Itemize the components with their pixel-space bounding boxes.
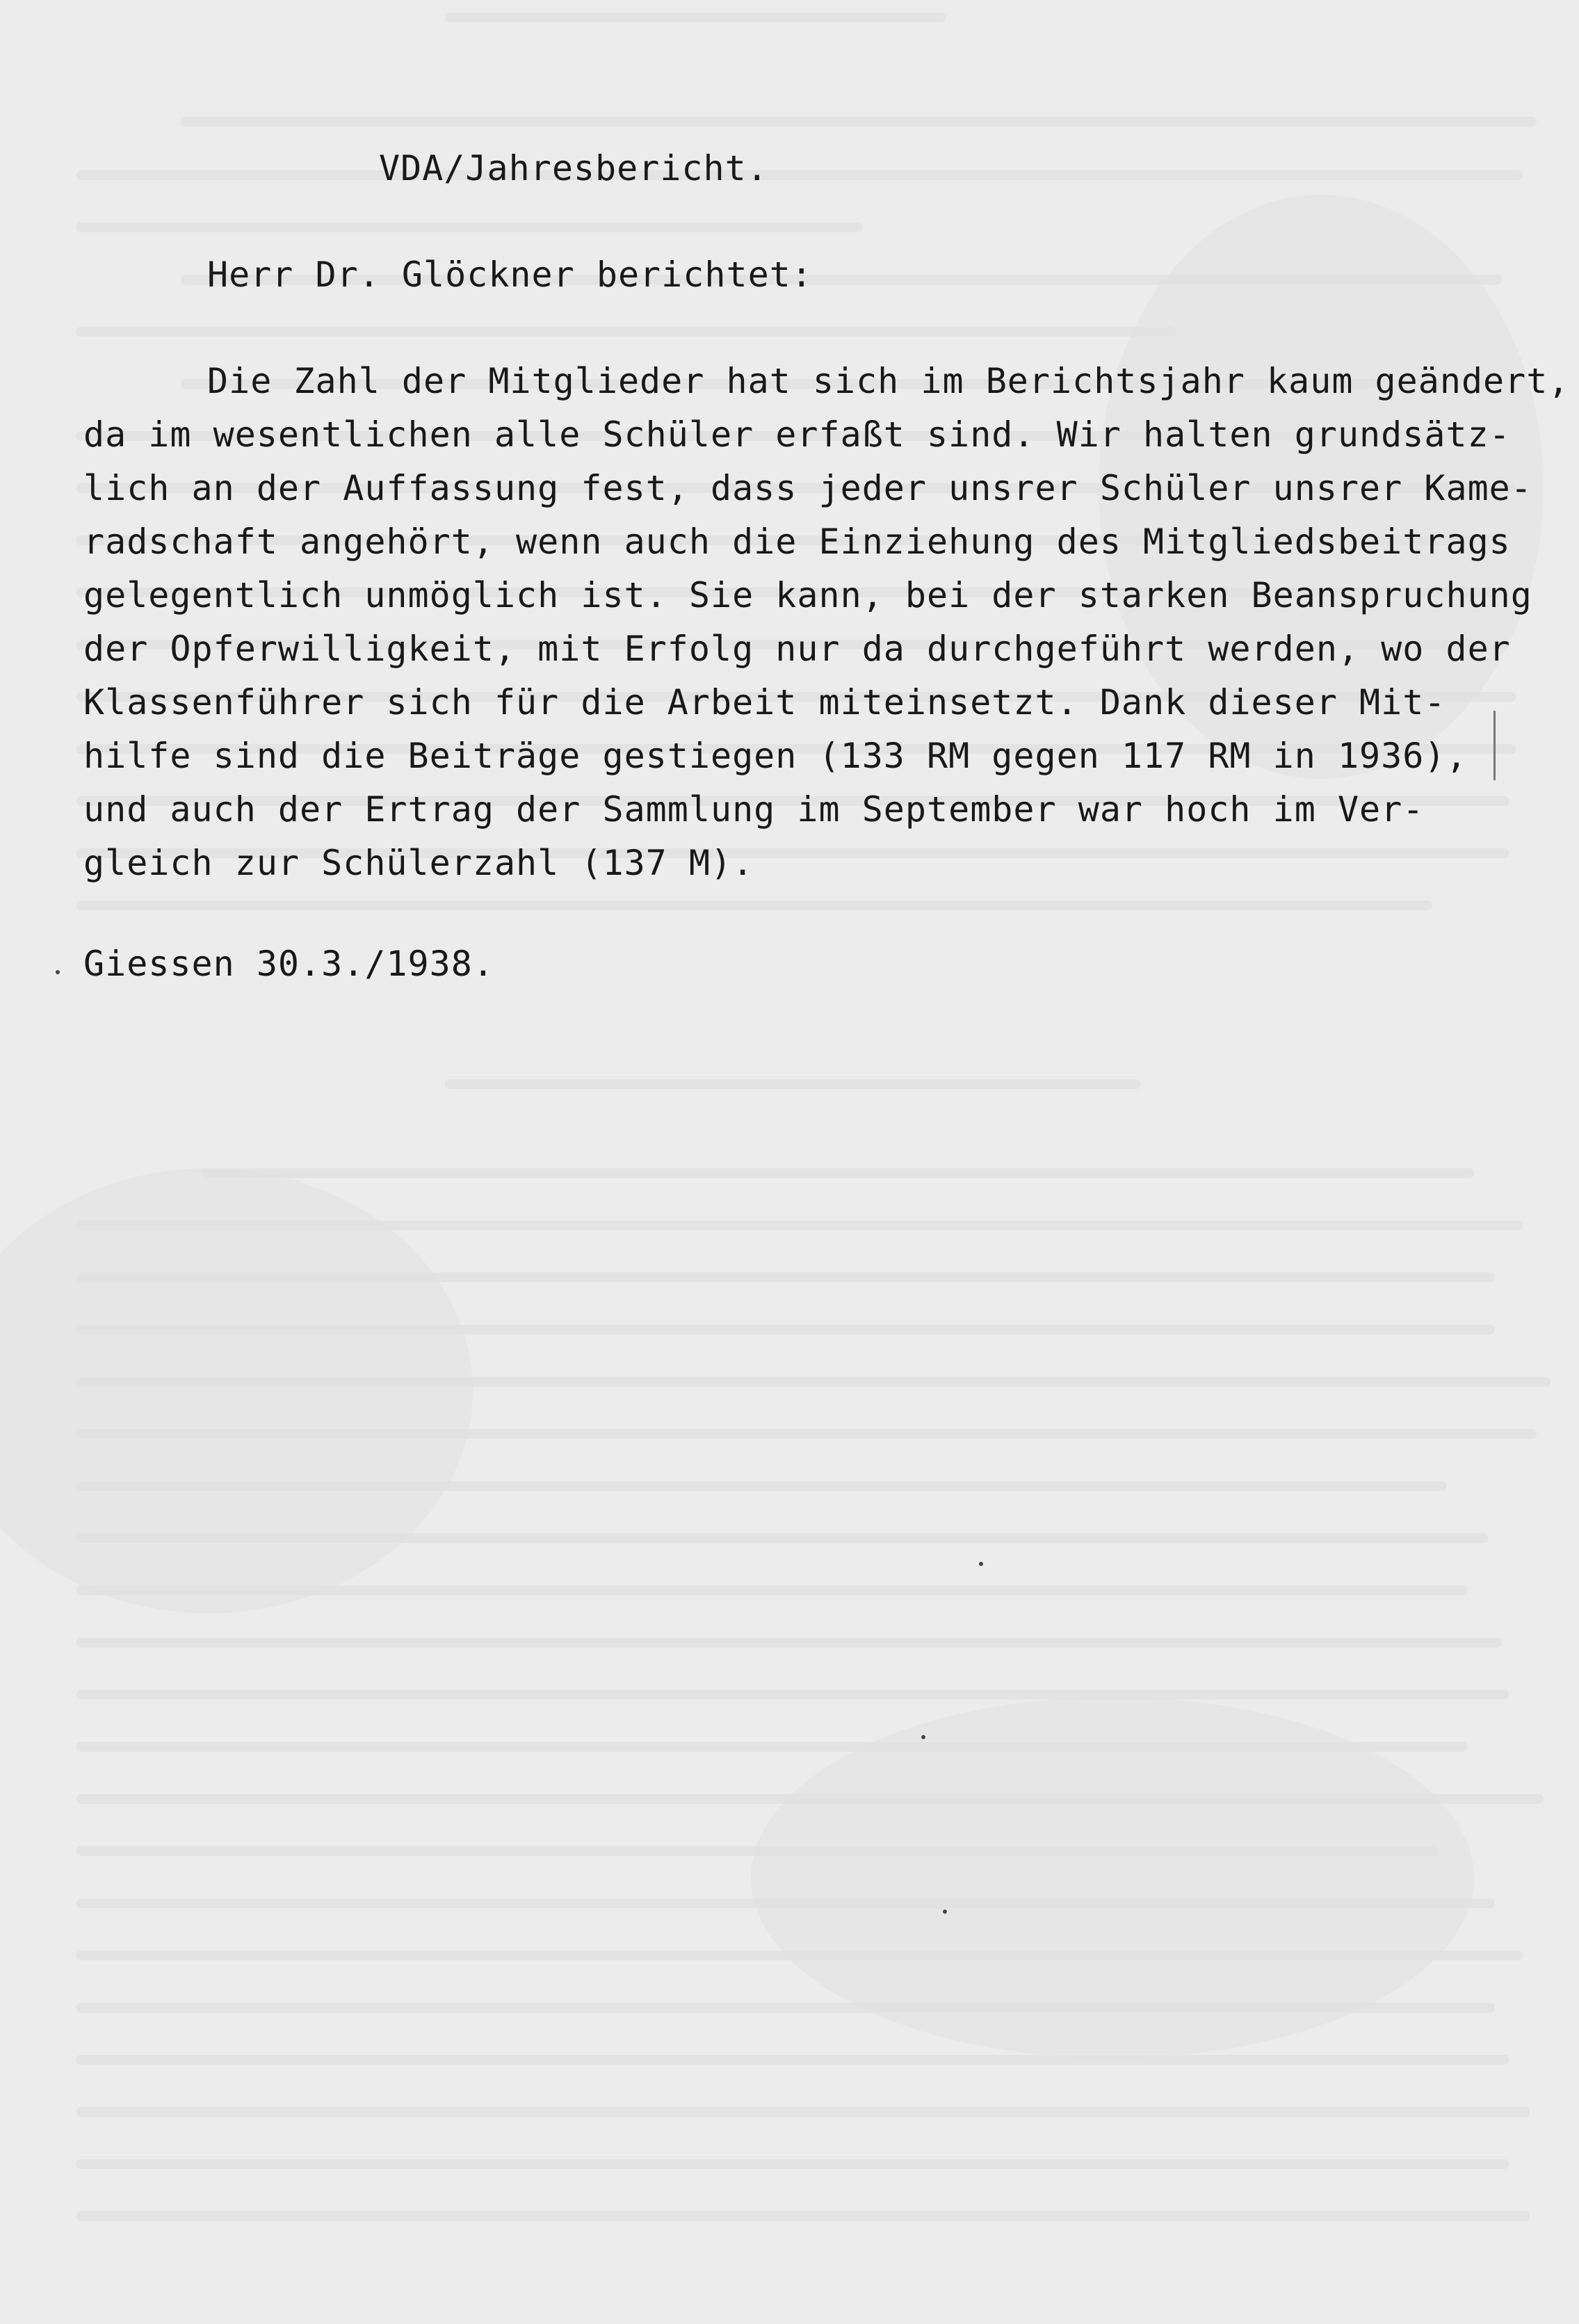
body-line: gleich zur Schülerzahl (137 M). [83, 843, 754, 883]
stray-dot-mark [921, 1735, 925, 1739]
stray-dot-mark [56, 970, 60, 974]
body-line: radschaft angehört, wenn auch die Einziehung des Mitgliedsbeitrags [83, 522, 1511, 562]
body-line: hilfe sind die Beiträge gestiegen (133 RM gegen 117 RM in 1936), [83, 736, 1468, 776]
body-line: der Opferwilligkeit, mit Erfolg nur da durchgeführt werden, wo der [83, 629, 1511, 669]
body-line: gelegentlich unmöglich ist. Sie kann, bei der starken Beanspruchung [83, 575, 1532, 615]
body-line: Die Zahl der Mitglieder hat sich im Berichtsjahr kaum geändert, [207, 361, 1570, 401]
reporter-line: Herr Dr. Glöckner berichtet: [207, 255, 813, 295]
body-line: lich an der Auffassung fest, dass jeder unsrer Schüler unsrer Kame- [83, 468, 1532, 508]
margin-pencil-mark [1493, 711, 1496, 780]
stray-dot-mark [979, 1562, 983, 1566]
place-date: Giessen 30.3./1938. [83, 944, 494, 984]
body-line: Klassenführer sich für die Arbeit miteinsetzt. Dank dieser Mit- [83, 682, 1446, 723]
stray-dot-mark [943, 1910, 947, 1914]
body-line: und auch der Ertrag der Sammlung im September war hoch im Ver- [83, 789, 1425, 830]
body-line: da im wesentlichen alle Schüler erfaßt sind. Wir halten grundsätz- [83, 414, 1511, 455]
document-heading: VDA/Jahresbericht. [379, 148, 768, 188]
